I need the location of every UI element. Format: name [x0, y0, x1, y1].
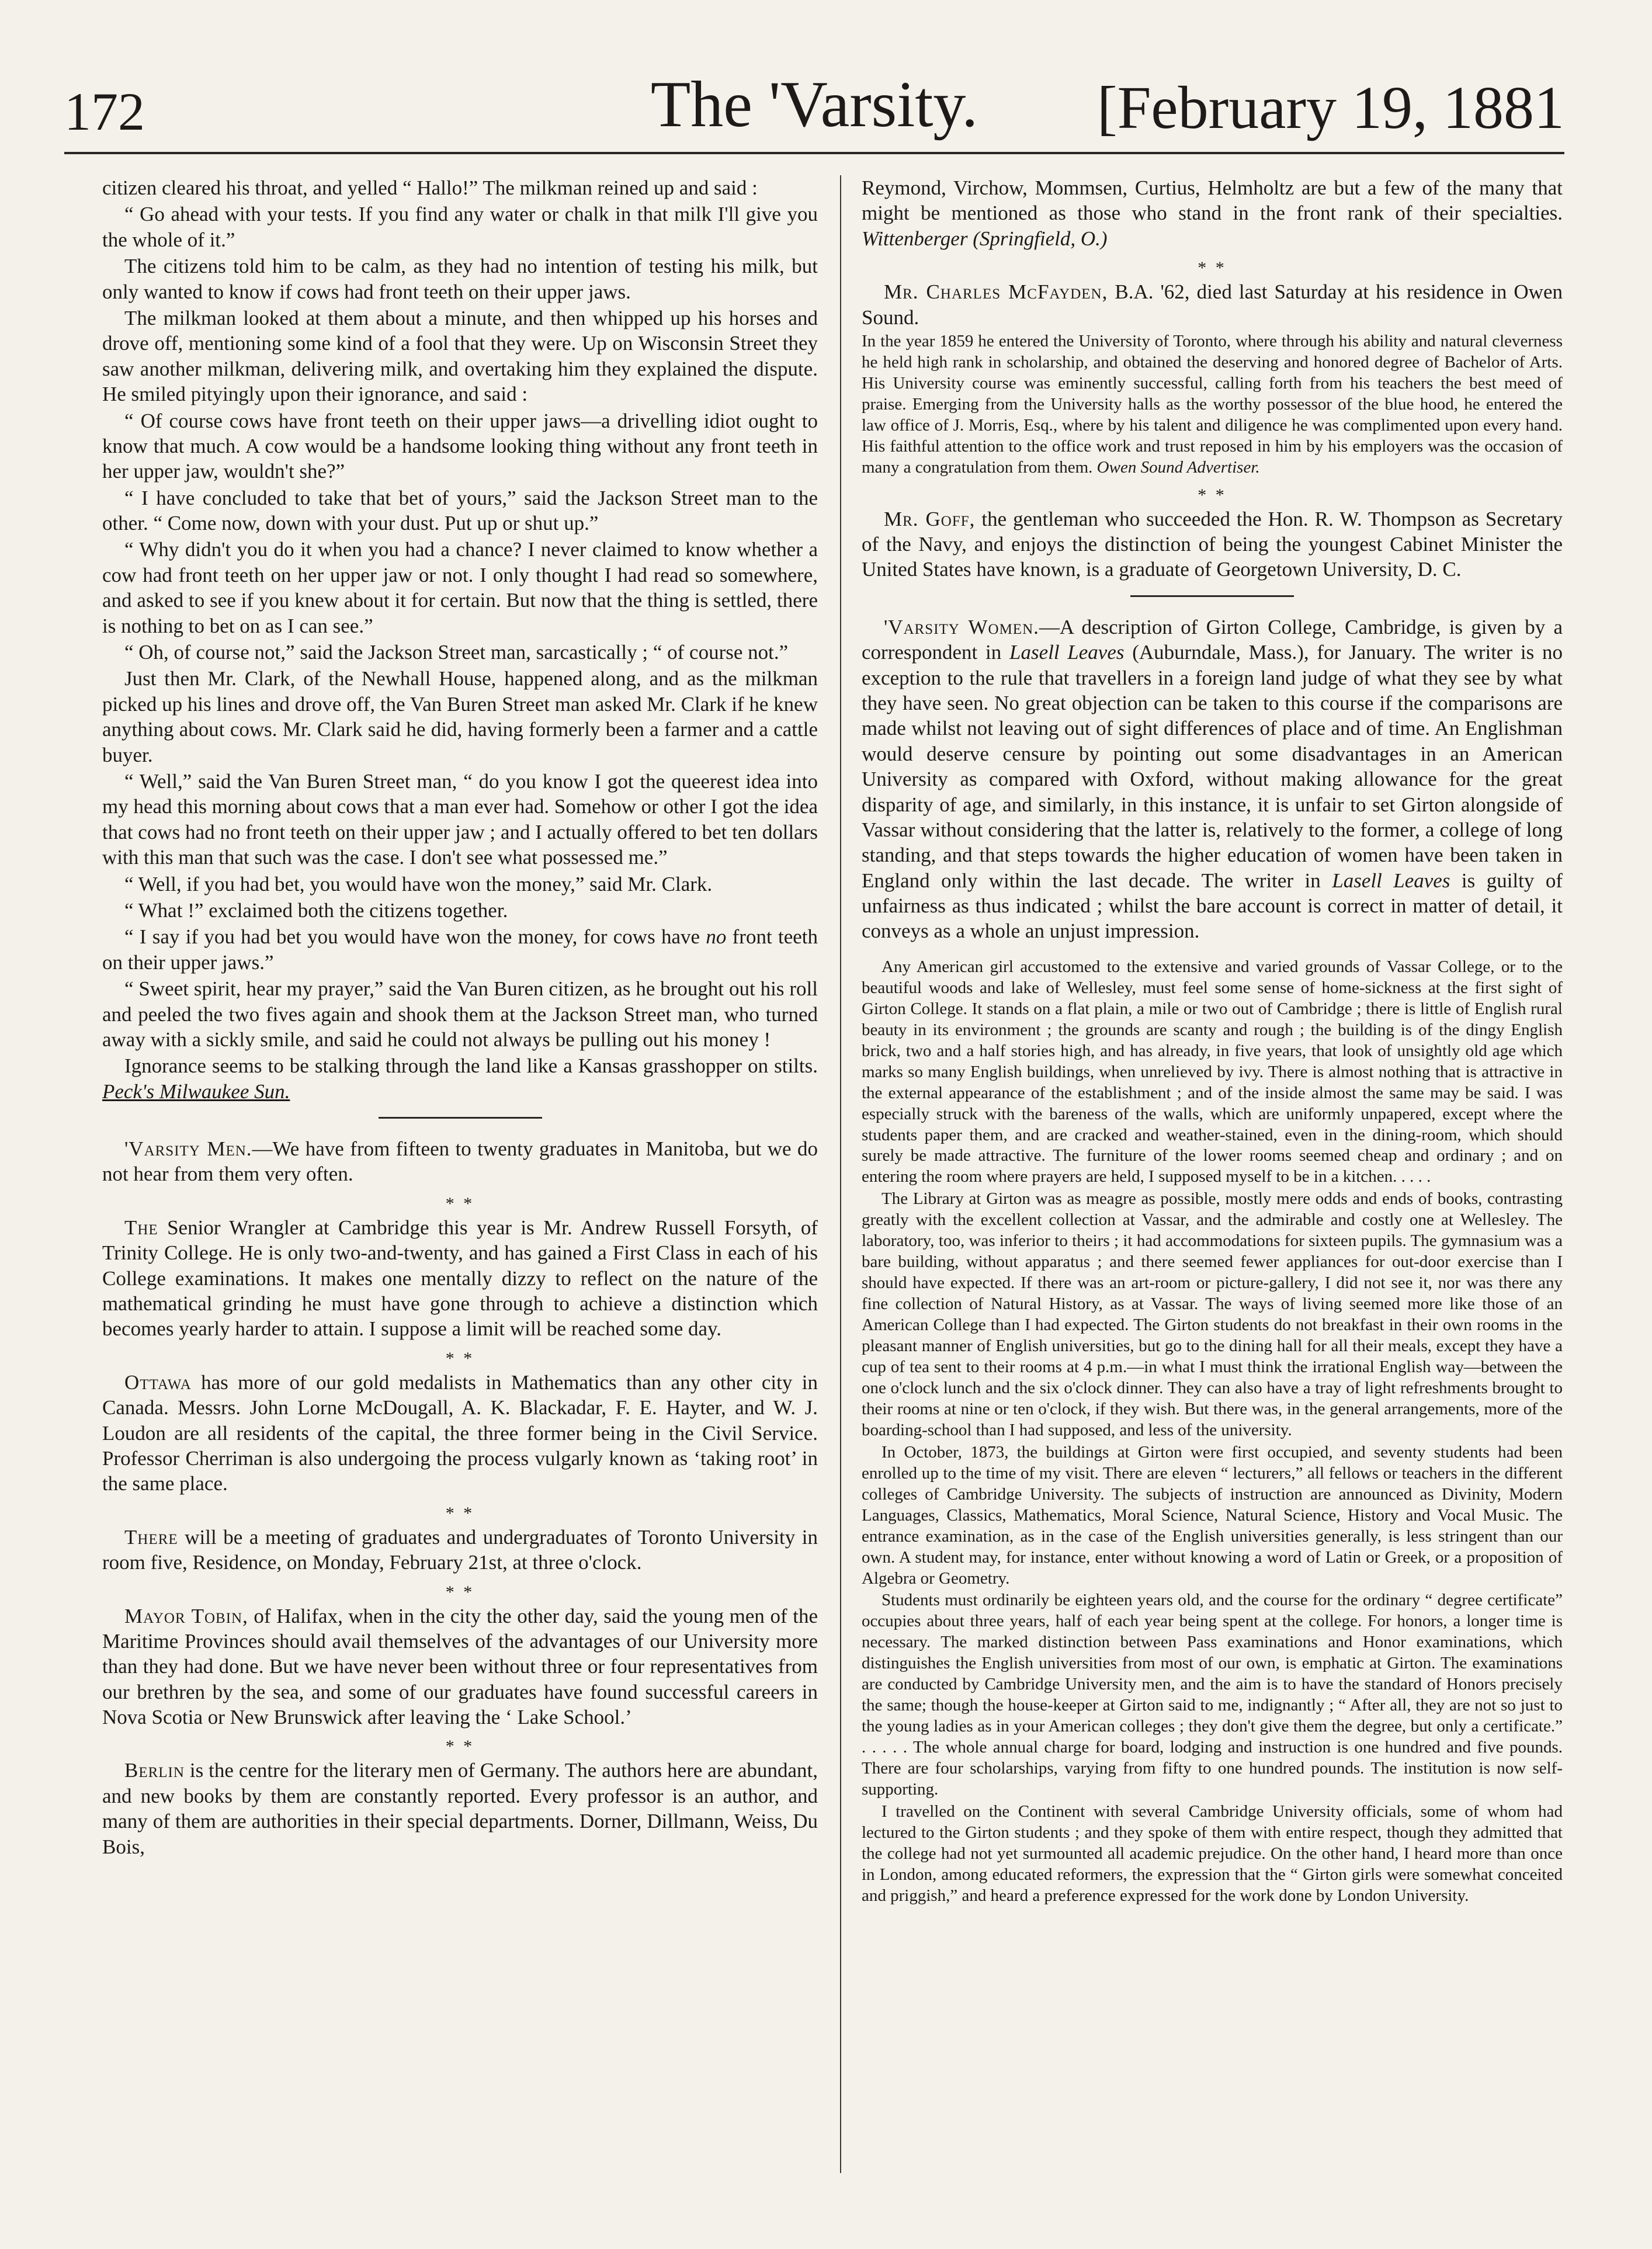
item-text: Senior Wrangler at Cambridge this year is Mr. Andrew Russell Forsyth, of Trinity College. He is only two-and-twenty, and has gained a First Class in each of his College examinations. It makes one mentally dizzy to reflect on the nature of the mathematical grinding he must have gone through to achieve a distinction which becomes yearly harder to attain. I suppose a limit will be reached some day.	[102, 1216, 818, 1341]
item-text: —We have from fifteen to twenty graduates in Manitoba, but we do not hear from them very often.	[102, 1137, 818, 1186]
item-text: of Halifax, when in the city the other day, said the young men of the Maritime Provinces should avail themselves of the advantages of our University more than they had done. But we have never been without three or four representatives from our brethren by the sea, and some of our graduates have found successful careers in Nova Scotia or New Brunswick after leaving the ‘ Lake School.’	[102, 1604, 818, 1729]
paragraph: Students must ordinarily be eighteen years old, and the course for the ordinary “ degree certificate” occupies about three years, half of each year being spent at the college. For honors, a longer time is necessary. The marked distinction between Pass examinations and Honor examinations, which distinguishes the English universities from most of our own, is emphatic at Girton. The examinations are conducted by Cambridge University men, and the aim is to have the standard of Honors precisely the same; though the house-keeper at Girton said to me, indignantly ; “ After all, they are not so just to the young ladies as in your American colleges ; they don't give them the degree, but only a certificate.” . . . . . The whole annual charge for board, lodging and instruction is one hundred and five pounds. There are four scholarships, varying from fifty to one hundred pounds. The institution is now self-supporting.	[862, 1591, 1563, 1799]
paragraph	[862, 331, 1563, 478]
paragraph: “ Of course cows have front teeth on their upper jaws—a drivelling idiot ought to know that much. A cow would be a handsome looking thing without any front teeth in her upper jaw, wouldn't she?”	[102, 409, 818, 483]
text-run: (Auburndale, Mass.), for January. The writer is no exception to the rule that travellers in a foreign land judge of what they see by what they have seen. No great objection can be taken to this course if the comparisons are made whilst not leaving out of sight differences of place and of time. An Englishman would deserve censure by pointing out some disadvantages in an American University as compared with Oxford, without making allowance for the great disparity of age, and similarly, in this instance, it is unfair to set Girton alongside of Vassar without considering that the latter is, relatively to the former, a college of long standing, and that steps towards the higher education of women have been taken in England only within the last decade. The writer in	[862, 641, 1563, 892]
item-lead: Mayor Tobin,	[124, 1604, 248, 1627]
paragraph: In October, 1873, the buildings at Girton were first occupied, and seventy students had been enrolled up to the time of my visit. There are eleven “ lecturers,” all fellows or teachers in the different colleges of Cambridge University. The subjects of instruction are announced as Divinity, Modern Languages, Classics, Mathematics, Moral Science, Natural Science, History and Vocal Music. The entrance examination, as in the case of the English universities generally, is less stringent than our own. A student may, for instance, enter without knowing a word of Latin or Greek, or a proposition of Algebra or Geometry.	[862, 1442, 1563, 1588]
asterism: * *	[445, 1193, 475, 1213]
item-text: will be a meeting of graduates and undergraduates of Toronto University in room five, Residence, on Monday, February 21st, at three o'clock.	[102, 1525, 818, 1574]
paragraph: “ What !” exclaimed both the citizens together.	[124, 898, 508, 922]
paragraph: The milkman looked at them about a minute, and then whipped up his horses and drove off, mentioning some kind of a fool that they were. Up on Wisconsin Street they saw another milkman, delivering milk, and overtaking him they explained the dispute. He smiled pityingly upon their ignorance, and said :	[102, 306, 818, 406]
paragraph: “ Well,” said the Van Buren Street man, “ do you know I got the queerest idea into my head this morning about cows that a man ever had. Somehow or other I got the idea that cows had no front teeth on their upper jaw ; and I actually offered to bet ten dollars with this man that such was the case. I don't see what possessed me.”	[102, 769, 818, 869]
news-item-mcfayden	[862, 279, 1563, 330]
text-run: “ I say if you had bet you would have won the money, for cows have	[124, 925, 706, 949]
news-item-ottawa	[102, 1370, 818, 1497]
item-lead: Ottawa	[124, 1370, 192, 1394]
asterism: * *	[1198, 485, 1227, 505]
article-varsity-women	[862, 615, 1563, 944]
paragraph: “ Why didn't you do it when you had a chance? I never claimed to know whether a cow had front teeth on her upper jaw or not. I only thought I had read so somewhere, and asked to see if you knew about it for certain. But now that the thing is settled, there is nothing to bet on as I can see.”	[102, 538, 818, 637]
text-run: front teeth on their upper jaws.”	[102, 925, 818, 974]
quoted-obituary	[862, 331, 1563, 478]
news-item-senior-wrangler	[102, 1215, 818, 1342]
paragraph: “ I have concluded to take that bet of yours,” said the Jackson Street man to the other. “ Come now, down with your dust. Put up or shut up.”	[102, 486, 818, 535]
paragraph: Just then Mr. Clark, of the Newhall House, happened along, and as the milkman picked up his lines and drove off, the Van Buren Street man asked Mr. Clark if he knew anything about cows. Mr. Clark said he did, having formerly been a farmer and a cattle buyer.	[102, 667, 818, 766]
quoted-extract	[862, 957, 1563, 1907]
left-column	[102, 175, 818, 2173]
item-lead: 'Varsity Women.	[884, 615, 1039, 638]
item-text: the gentleman who succeeded the Hon. R. W. Thompson as Secretary of the Navy, and enjoys the distinction of being the youngest Cabinet Minister the United States have known, is a graduate of Georgetown University, D. C.	[862, 507, 1563, 581]
section-rule	[1130, 595, 1294, 597]
section-rule	[379, 1117, 542, 1119]
page-number: 172	[64, 82, 145, 141]
asterism: * *	[445, 1582, 475, 1602]
asterism: * *	[445, 1737, 475, 1757]
item-lead: 'Varsity Men.	[124, 1137, 252, 1161]
source-citation: Wittenberger (Springfield, O.)	[862, 227, 1108, 250]
item-lead: Berlin	[124, 1759, 185, 1782]
item-lead: The	[124, 1216, 158, 1239]
item-text: is the centre for the literary men of Germany. The authors here are abundant, and new books by them are constantly reported. Every professor is an author, and many of them are authorities in their special departments. Dorner, Dillmann, Weiss, Du Bois,	[102, 1759, 818, 1858]
text-run: is guilty of unfairness as thus indicated ; whilst the bare account is correct in matter of detail, it conveys as a whole an unjust impression.	[862, 869, 1563, 943]
text-run: In the year 1859 he entered the University of Toronto, where through his ability and natural cleverness he held high rank in scholarship, and obtained the deserving and honored degree of Bachelor of Arts. His University course was eminently successful, calling forth from his teachers the best meed of praise. Emerging from the University halls as the worthy possessor of the blue hood, he entered the law office of J. Morris, Esq., where by his talent and diligence he was complimented upon every hand. His faithful attention to the office work and trust reposed in him by his employers was the occasion of many a congratulation from them.	[862, 331, 1563, 477]
paragraph: “ Oh, of course not,” said the Jackson Street man, sarcastically ; “ of course not.”	[124, 641, 789, 664]
paragraph: I travelled on the Continent with several Cambridge University officials, some of whom had lectured to the Girton students ; and they spoke of them with entire respect, though they admitted that the college had not yet surmounted all academic prejudice. On the other hand, I heard more than once in London, among educated reformers, the expression that the “ Girton girls were somewhat conceited and priggish,” and heard a preference expressed for the work done by London University.	[862, 1802, 1563, 1905]
emphasis: no	[706, 925, 727, 949]
asterism: * *	[1198, 258, 1227, 278]
text-run: Ignorance seems to be stalking through the land like a Kansas grasshopper on stilts.	[124, 1054, 818, 1078]
text-run: Reymond, Virchow, Mommsen, Curtius, Helmholtz are but a few of the many that might be mentioned as those who stand in the front rank of their specialties.	[862, 176, 1563, 225]
item-text: B.A. '62, died last Saturday at his residence in Owen Sound.	[862, 280, 1563, 329]
news-item-goff	[862, 506, 1563, 582]
masthead-title: The 'Varsity.	[650, 68, 978, 141]
paragraph	[102, 924, 818, 975]
paragraph	[862, 175, 1563, 251]
news-item-mayor-tobin	[102, 1604, 818, 1730]
news-item-varsity-men	[102, 1136, 818, 1187]
paragraph: “ Sweet spirit, hear my prayer,” said the Van Buren citizen, as he brought out his roll and peeled the two fives again and shook them at the Jackson Street man, who turned away with a sickly smile, and said he could not always be pulling out his money !	[102, 977, 818, 1051]
issue-date: [February 19, 1881	[1096, 74, 1564, 141]
page-header	[64, 64, 1564, 154]
text-run: —A description of Girton College, Cambridge, is given by a correspondent in	[862, 615, 1563, 664]
paragraph: citizen cleared his throat, and yelled “ Hallo!” The milkman reined up and said :	[102, 176, 758, 199]
asterism: * *	[445, 1503, 475, 1523]
source-citation: Owen Sound Advertiser.	[1096, 457, 1260, 477]
paragraph: Any American girl accustomed to the extensive and varied grounds of Vassar College, or to the beautiful woods and lake of Wellesley, must feel some sense of home-sickness at the first sight of Girton College. It stands on a flat plain, a mile or two out of Cambridge ; there is little of English rural beauty in its environment ; the grounds are scanty and rough ; the building is of the dingy English brick, two and a half stories high, and has already, in five years, that look of unsightly old age which marks so many English buildings, when unrelieved by ivy. There is almost nothing that is attractive in the external appearance of the establishment ; and of the inside almost the same may be said. I was especially struck with the bareness of the walls, which are uniformly unpapered, except where the students paper them, and are cracked and weather-stained, even in the dining-room, which should surely be made attractive. The furniture of the lower rooms seemed cheap and ordinary ; and on entering the room where prayers are held, I supposed myself to be in a kitchen. . . . .	[862, 957, 1563, 1186]
asterism: * *	[445, 1348, 475, 1368]
paragraph: The citizens told him to be calm, as they had no intention of testing his milk, but only wanted to know if cows had front teeth on their upper jaws.	[102, 255, 818, 303]
news-item-berlin	[102, 1758, 818, 1859]
paragraph: The Library at Girton was as meagre as possible, mostly mere odds and ends of books, contrasting greatly with the excellent collection at Vassar, and the admirable and costly one at Wellesley. The laboratory, too, was inferior to theirs ; it had accommodations for sixteen pupils. The gymnasium was a bare building, without apparatus ; and there seemed fewer appliances for out-door exercise than I should have expected. If there was an art-room or picture-gallery, I did not see it, nor was there any fine collection of Natural History, as at Vassar. The ways of living seemed more like those of an American College than I had expected. The Girton students do not breakfast in their own rooms in the pleasant manner of English universities, but go to the dining hall for all their meals, except they have a cup of tea sent to their rooms at 4 p.m.—in what I must think the irrational English way—between the one o'clock lunch and the six o'clock dinner. They can also have a tray of light refreshments brought to their rooms at nine or ten o'clock, if they wish. But there was, in the general arrangements, more of the boarding-school than I had supposed, and less of the university.	[862, 1189, 1563, 1439]
item-text: has more of our gold medalists in Mathematics than any other city in Canada. Messrs. John Lorne McDougall, A. K. Blackadar, F. E. Hayter, and W. J. Loudon are all residents of the capital, the three former being in the Civil Service. Professor Cherriman is also undergoing the process vulgarly known as ‘taking root’ in the same place.	[102, 1370, 818, 1495]
publication-title: Lasell Leaves	[1009, 641, 1125, 664]
item-lead: Mr. Charles McFayden,	[884, 280, 1108, 304]
paragraph: “ Well, if you had bet, you would have won the money,” said Mr. Clark.	[124, 872, 713, 896]
spacer	[862, 945, 1563, 957]
news-item-meeting	[102, 1525, 818, 1575]
right-column	[862, 175, 1563, 2173]
paragraph	[102, 1053, 818, 1104]
item-lead: Mr. Goff,	[884, 507, 976, 530]
item-lead: There	[124, 1525, 178, 1549]
source-citation: Peck's Milwaukee Sun.	[102, 1080, 290, 1103]
paragraph: “ Go ahead with your tests. If you find any water or chalk in that milk I'll give you the whole of it.”	[102, 203, 818, 251]
publication-title: Lasell Leaves	[1332, 869, 1450, 892]
column-divider	[840, 175, 841, 2173]
